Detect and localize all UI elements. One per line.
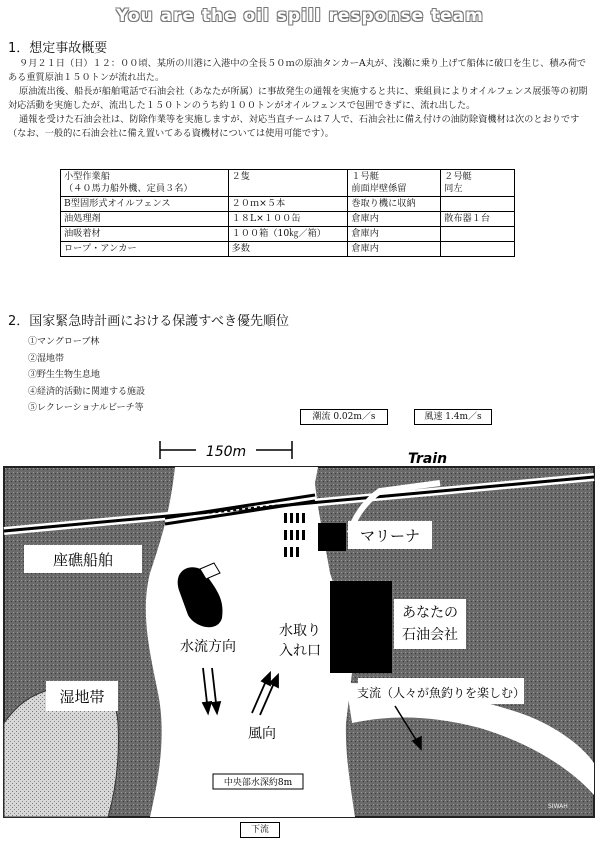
table-cell: ２号艇 同左	[441, 170, 515, 197]
paragraph-2: 原油流出後、船長が船舶電話で石油会社（あなたが所属）に事故発生の通報を実施すると共に、乗組員によりオイルフェンス展張等の初期対応活動を実施したが、流出した１５０トンのうち約１００トンがオイルフェンスで包囲できずに、流れ出した。	[8, 86, 588, 111]
table-cell: １００箱（10㎏／箱）	[228, 227, 348, 242]
wind-direction-label: 風向	[248, 726, 276, 742]
table-cell: １号艇 前面岸壁係留	[348, 170, 441, 197]
paragraph-1: ９月２１日（日）１２：００頃、某所の川港に入港中の全長５０ｍの原油タンカーA丸が、浅瀬に乗り上げて船体に破口を生じ、積み荷である重質原油１５０トンが流れ出た。	[8, 58, 587, 83]
list-item: ②湿地帯	[28, 353, 65, 364]
table-cell	[441, 197, 515, 212]
table-cell: 倉庫内	[348, 242, 441, 257]
wetland-label: 湿地帯	[59, 688, 105, 706]
table-row	[61, 212, 515, 227]
water-direction-label: 水流方向	[180, 639, 236, 655]
paragraph-3: 通報を受けた石油会社は、防除作業等を実施しますが、対応当直チームは７人で、石油会社に備え付けの油防除資機材は次のとおりです（なお、一般的に石油会社に備え置いてある資機材については使用可能です）。	[8, 114, 580, 139]
downstream-label: 下流	[240, 822, 280, 838]
equipment-table	[60, 169, 515, 257]
list-item: ⑤レクレーショナルビーチ等	[28, 403, 144, 413]
incident-description	[8, 57, 592, 141]
marina-building	[318, 523, 346, 551]
table-cell: B型固形式オイルフェンス	[61, 197, 229, 212]
table-cell: 巻取り機に収納	[348, 197, 441, 212]
tributary-label: 支流（人々が魚釣りを楽しむ）	[356, 686, 526, 700]
priority-list	[28, 334, 145, 417]
map-credit: SIWAH	[548, 803, 568, 810]
company-building	[330, 581, 392, 673]
scale-label: 150m	[205, 444, 247, 460]
table-cell: ２０ｍ×５本	[228, 197, 348, 212]
table-cell: 小型作業船 （４０馬力船外機、定員３名）	[61, 170, 229, 197]
table-cell: 倉庫内	[348, 212, 441, 227]
list-item: ④経済的活動に関連する施設	[28, 386, 146, 397]
table-cell: 油吸着材	[61, 227, 229, 242]
depth-label: 中央部水深約8m	[223, 778, 293, 788]
table-cell: 多数	[228, 242, 348, 257]
train-label: Train	[408, 451, 448, 467]
table-cell: ロープ・アンカー	[61, 242, 229, 257]
table-row	[61, 227, 515, 242]
wind-speed-box: 風速 1.4m／s	[414, 409, 492, 425]
table-row	[61, 242, 515, 257]
intake-label-1: 水取り	[279, 623, 321, 639]
company-label-1: あなたの	[402, 605, 458, 621]
ship-label: 座礁船舶	[52, 551, 114, 569]
page-title: You are the oil spill response team	[116, 6, 484, 26]
marina-label: マリーナ	[359, 527, 421, 545]
table-cell: １８L×１００缶	[228, 212, 348, 227]
table-cell	[441, 242, 515, 257]
table-cell: ２隻	[228, 170, 348, 197]
list-item: ③野生生物生息地	[28, 370, 101, 380]
tide-speed-box: 潮流 0.02m／s	[300, 409, 388, 425]
table-row	[61, 197, 515, 212]
company-label-2: 石油会社	[402, 627, 458, 643]
table-cell	[441, 227, 515, 242]
site-map	[0, 423, 600, 823]
section2-heading: 2．国家緊急時計画における保護すべき優先順位	[8, 314, 290, 329]
table-cell: 油処理剤	[61, 212, 229, 227]
table-row	[61, 170, 515, 197]
section1-heading: 1．想定事故概要	[8, 41, 108, 56]
table-cell: 散布器１台	[441, 212, 515, 227]
list-item: ①マングローブ林	[28, 337, 100, 347]
intake-label-2: 入れ口	[279, 643, 321, 659]
table-cell: 倉庫内	[348, 227, 441, 242]
